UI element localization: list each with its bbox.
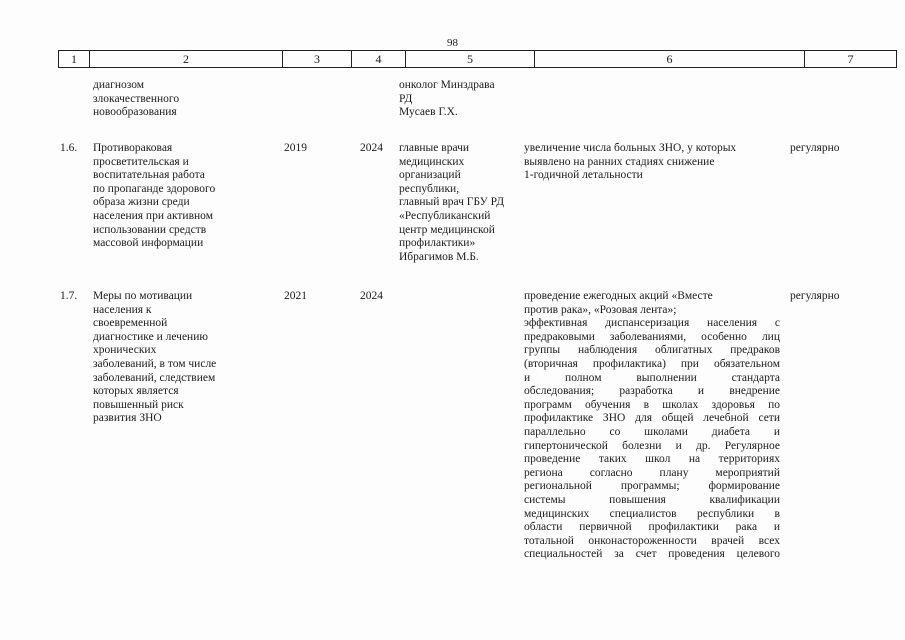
result-line: группы наблюдения облигатных предраков [524,344,780,357]
result-line: региональной программы; формирование [524,480,780,493]
row-activity-name: Противораковая просветительская и воспитательная работа по пропаганде здорового образа жизни среди населения при активном использовании средств массовой информации [93,142,216,250]
result-line: гипертонической болезни и др. Регулярное [524,439,780,452]
result-line: медицинских специалистов республики в [524,507,780,520]
result-line: программ обучения в школах здоровья по [524,398,780,411]
row-frequency: регулярно [790,290,840,302]
row-number: 1.7. [60,290,78,302]
result-line: специальностей за счет проведения целевого [524,548,780,561]
header-col-5: 5 [406,51,535,68]
result-line: профилактике ЗНО для общей лечебной сети [524,412,780,425]
column-number-header [58,50,897,68]
row-start-year: 2021 [284,290,307,302]
row-start-year: 2019 [284,142,307,154]
result-line: области первичной профилактики рака и [524,521,780,534]
row-end-year: 2024 [360,142,383,154]
row-expected-result: увеличение числа больных ЗНО, у которых выявлено на ранних стадиях снижение 1-годичной летальности [524,142,737,182]
header-col-1: 1 [59,51,90,68]
result-line: региона согласно плану мероприятий [524,466,780,479]
result-line: проведение ежегодных акций «Вместе [524,290,713,302]
header-col-4: 4 [352,51,406,68]
page-number: 98 [447,37,458,49]
result-line: предраковыми заболеваниями, особенно лиц [524,330,780,343]
result-line: обследования; разработка и внедрение [524,385,780,398]
result-line: проведение таких школ на территориях [524,453,780,466]
row-expected-result [524,290,780,562]
result-line: системы повышения квалификации [524,493,780,506]
header-col-7: 7 [805,51,897,68]
row-frequency: регулярно [790,142,840,154]
result-line: против рака», «Розовая лента»; [524,303,677,316]
result-line: параллельно со школами диабета и [524,425,780,438]
result-line: (вторичная профилактика) при обязательном [524,357,780,370]
result-line: эффективная диспансеризация населения с [524,317,780,330]
header-col-3: 3 [283,51,352,68]
row-activity-name: Меры по мотивации населения к своевременной диагностике и лечению хронических заболеваний, в том числе заболеваний, следствием которых является повышенный риск развития ЗНО [93,290,217,425]
result-line: тотальной онконастороженности врачей всех [524,534,780,547]
row-number: 1.6. [60,142,78,154]
continued-row-name: диагнозом злокачественного новообразования [93,79,180,119]
header-col-2: 2 [90,51,283,68]
row-end-year: 2024 [360,290,383,302]
continued-row-responsible: онколог Минздрава РД Мусаев Г.Х. [399,79,495,119]
row-responsible: главные врачи медицинских организаций республики, главный врач ГБУ РД «Республиканский центр медицинской профилактики» Ибрагимов М.Б. [399,142,505,263]
header-col-6: 6 [535,51,805,68]
result-line: и полном выполнении стандарта [524,371,780,384]
